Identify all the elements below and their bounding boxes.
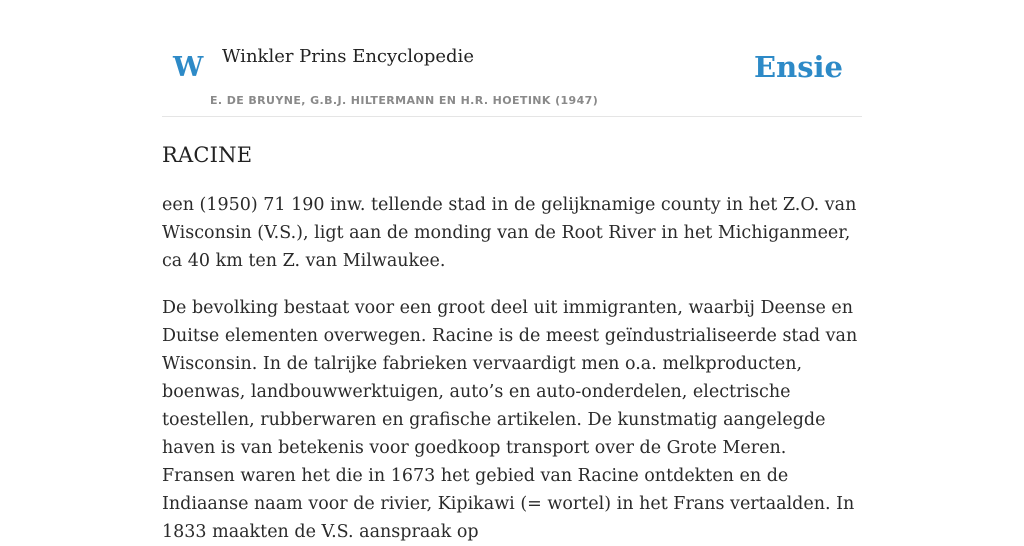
authors-line: E. DE BRUYNE, G.B.J. HILTERMANN EN H.R. HOETINK (1947) [210, 94, 599, 107]
site-header [162, 0, 862, 117]
article-paragraph-1: een (1950) 71 190 inw. tellende stad in de gelijknamige county in het Z.O. van Wisconsin (V.S.), ligt aan de monding van de Root River in het Michiganmeer, ca 40 km ten Z. van Milwaukee. [162, 195, 857, 271]
site-logo[interactable]: W [173, 52, 204, 83]
article-paragraph-2: De bevolking bestaat voor een groot deel uit immigranten, waarbij Deense en Duitse elementen overwegen. Racine is de meest geïndustrialiseerde stad van Wisconsin. In de talrijke fabrieken vervaardigt men o.a. melkproducten, boenwas, landbouwwerktuigen, auto’s en auto-onderdelen, electrische toestellen, rubberwaren en grafische artikelen. De kunstmatig aangelegde haven is van betekenis voor goedkoop transport over de Grote Meren. Fransen waren het die in 1673 het gebied van Racine ontdekten en de Indiaanse naam voor de rivier, Kipikawi (= wortel) in het Frans vertaalden. In 1833 maakten de V.S. aanspraak op [162, 298, 858, 542]
brand-logo[interactable]: Ensie [754, 50, 843, 84]
article [162, 116, 862, 546]
site-title[interactable]: Winkler Prins Encyclopedie [222, 46, 474, 67]
article-title: RACINE [162, 143, 253, 167]
